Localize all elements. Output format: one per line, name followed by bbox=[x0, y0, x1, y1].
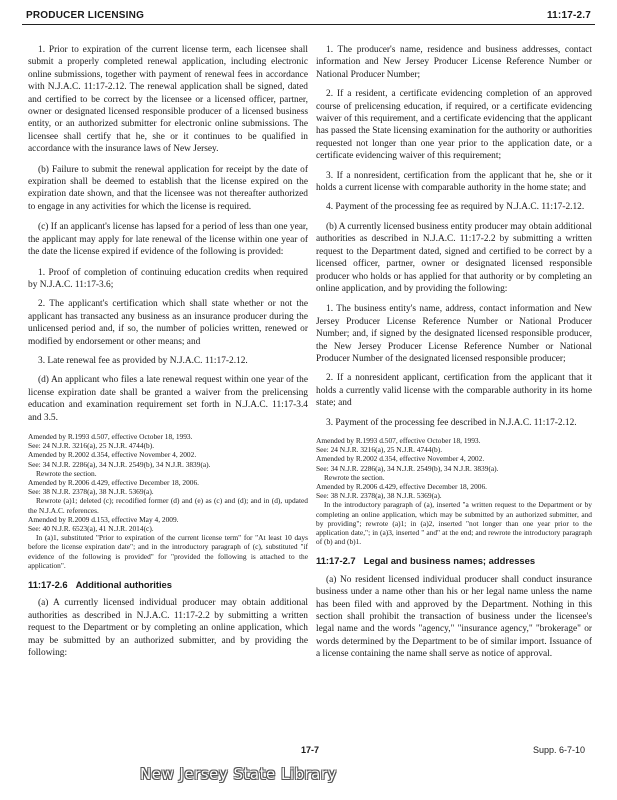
history-note: In the introductory paragraph of (a), inserted "a written request to the Department or by completing an online application, which may be submitted by an authorized submitter, and by providing"; rewrote (a)1; in (a)2, inserted "not longer than one year prior to the application date,"; in (a)3, inserted " and" at the end; and rewrote the introductory paragraph of (b) and (b)1. bbox=[316, 500, 592, 547]
history-note: Amended by R.2002 d.354, effective November 4, 2002. bbox=[316, 454, 485, 464]
history-note: See: 34 N.J.R. 2286(a), 34 N.J.R. 2549(b), 34 N.J.R. 3839(a). bbox=[316, 463, 499, 473]
history-note: See: 24 N.J.R. 3216(a), 25 N.J.R. 4744(b). bbox=[28, 441, 155, 451]
history-note: See: 34 N.J.R. 2286(a), 34 N.J.R. 2549(b), 34 N.J.R. 3839(a). bbox=[28, 459, 211, 469]
history-note: Amended by R.2006 d.429, effective December 18, 2006. bbox=[28, 477, 200, 487]
paragraph-2-6-b: (b) A currently licensed business entity producer may obtain additional authorities as described in N.J.A.C. 11:17-2.2 by submitting a written request to the Department dated, signed and certified to be correct by a licensed officer, partner, owner or designated licensed responsible producer who holds or has applied for that authority or by completing an online application, and by providing the following: bbox=[316, 221, 592, 294]
history-note: In (a)1, substituted "Prior to expiration of the current license term" for "At least 10 days before the license expiration date"; and in the introductory paragraph of (c), substituted "if evidence of the following is provided" for "provided the following is attached to the application". bbox=[28, 533, 308, 570]
section-title: Additional authorities bbox=[75, 579, 172, 591]
running-header bbox=[22, 9, 595, 25]
paragraph-b: (b) Failure to submit the renewal application for receipt by the date of expiration shall be deemed to establish that the license expired on the expiration date shown, and that the licensee was not thereafter authorized to engage in any activities for which the license is required. bbox=[28, 164, 308, 212]
list-item-a4: 4. Payment of the processing fee as required by N.J.A.C. 11:17-2.12. bbox=[326, 202, 585, 213]
paragraph-c: (c) If an applicant's license has lapsed for a period of less than one year, the applicant may apply for late renewal of the license within one year of the date the license expired if evidence of the following is provided: bbox=[28, 222, 308, 258]
section-title: Legal and business names; addresses bbox=[363, 555, 536, 567]
paragraph-a1: 1. Prior to expiration of the current license term, each licensee shall submit a properly completed renewal application, including electronic online submissions, together with payment of renewal fees in accordance with N.J.A.C. 11:17-2.12. The renewal application shall be signed, dated and certified to be correct by the licensee or a licensed officer, partner, owner or designated licensed responsible producer of a licensed business entity, or an authorized submitter for electronic online submissions. The licensee shall certify that he, she or it continues to be qualified in accordance with the insurance laws of New Jersey. bbox=[28, 45, 308, 155]
paragraph-d: (d) An applicant who files a late renewal request within one year of the license expiration date shall be granted a waiver from the prelicensing education and examination requirement set forth in N.J.A.C. 11:17-3.4 and 3.5. bbox=[28, 375, 308, 423]
paragraph-2-6-a: (a) A currently licensed individual producer may obtain additional authorities as described in N.J.A.C. 11:17-2.2 by submitting a written request to the Department or by completing an online application, which may be submitted by an authorized submitter, and by providing the following: bbox=[28, 598, 308, 659]
section-heading bbox=[28, 579, 308, 591]
page-footer bbox=[0, 745, 617, 765]
history-notes bbox=[28, 432, 308, 570]
library-watermark: New Jersey State Library bbox=[140, 765, 337, 783]
left-column bbox=[28, 44, 308, 667]
list-item-a1: 1. The producer's name, residence and business addresses, contact information and New Jersey Producer License Reference Number or National Producer Number; bbox=[316, 45, 592, 80]
history-note: See: 38 N.J.R. 2378(a), 38 N.J.R. 5369(a). bbox=[316, 491, 442, 501]
history-note: Rewrote (a)1; deleted (c); recodified former (d) and (e) as (c) and (d); and in (d), updated the N.J.A.C. references. bbox=[28, 496, 308, 515]
history-note: Amended by R.2002 d.354, effective November 4, 2002. bbox=[28, 450, 197, 460]
history-note: Amended by R.2006 d.429, effective December 18, 2006. bbox=[316, 481, 488, 491]
header-section-ref: 11:17-2.7 bbox=[546, 10, 591, 21]
list-item-a2: 2. If a resident, a certificate evidencing completion of an approved course of prelicensing education, if required, or a certificate evidencing waiver of this requirement, and a certificate evidencing that the applicant has passed the State licensing examination for the authority or authorities requested not longer than one year prior to the application date, or a certificate evidencing waiver of this requirement; bbox=[316, 89, 592, 162]
list-item-c3: 3. Late renewal fee as provided by N.J.A.C. 11:17-2.12. bbox=[38, 355, 248, 366]
paragraph-2-7-a: (a) No resident licensed individual producer shall conduct insurance business under a name other than his or her legal name unless the name has been filed with and approved by the Department. Nothing in this section shall prohibit the transaction of business under the licensee's legal name and the words "agency," "insurance agency," "brokerage" or words determined by the Department to be of similar import. Issuance of a license containing the name shall serve as notice of approval. bbox=[316, 574, 592, 660]
history-note: Amended by R.1993 d.507, effective October 18, 1993. bbox=[28, 431, 193, 441]
list-item-b1: 1. The business entity's name, address, contact information and New Jersey Producer License Reference Number or National Producer Number; and, if signed by the designated licensed responsible producer, the New Jersey Producer License Reference Number or National Producer Number of the designated licensed responsible producer; bbox=[316, 304, 592, 364]
page-number: 17-7 bbox=[301, 745, 320, 755]
list-item-c1: 1. Proof of completion of continuing education credits when required by N.J.A.C. 11:17-3.6; bbox=[28, 267, 308, 290]
history-note: See: 40 N.J.R. 6523(a), 41 N.J.R. 2014(c). bbox=[28, 524, 154, 533]
history-notes bbox=[316, 436, 592, 546]
history-note: See: 38 N.J.R. 2378(a), 38 N.J.R. 5369(a). bbox=[28, 487, 154, 497]
list-item-b2: 2. If a nonresident applicant, certification from the applicant that it holds a currently valid license with the comparable authority in its home state; and bbox=[316, 373, 592, 409]
section-number: 11:17-2.7 bbox=[316, 555, 356, 567]
supplement-date: Supp. 6-7-10 bbox=[532, 745, 585, 755]
list-item-b3: 3. Payment of the processing fee described in N.J.A.C. 11:17-2.12. bbox=[326, 417, 577, 428]
history-note: Amended by R.2009 d.153, effective May 4, 2009. bbox=[28, 514, 179, 524]
list-item-a3: 3. If a nonresident, certification from the applicant that he, she or it holds a current license with comparable authority in the home state; and bbox=[316, 170, 592, 194]
header-title: PRODUCER LICENSING bbox=[26, 10, 145, 21]
section-heading bbox=[316, 555, 592, 567]
history-note: Rewrote the section. bbox=[36, 468, 97, 478]
right-column bbox=[316, 44, 592, 669]
history-note: See: 24 N.J.R. 3216(a), 25 N.J.R. 4744(b). bbox=[316, 445, 443, 455]
section-number: 11:17-2.6 bbox=[28, 579, 68, 591]
history-note: Rewrote the section. bbox=[324, 472, 385, 482]
history-note: Amended by R.1993 d.507, effective October 18, 1993. bbox=[316, 435, 481, 445]
list-item-c2: 2. The applicant's certification which shall state whether or not the applicant has transacted any business as an insurance producer during the unlicensed period and, if so, the number of policies written, renewed or modified by endorsement or other means; and bbox=[28, 299, 308, 347]
